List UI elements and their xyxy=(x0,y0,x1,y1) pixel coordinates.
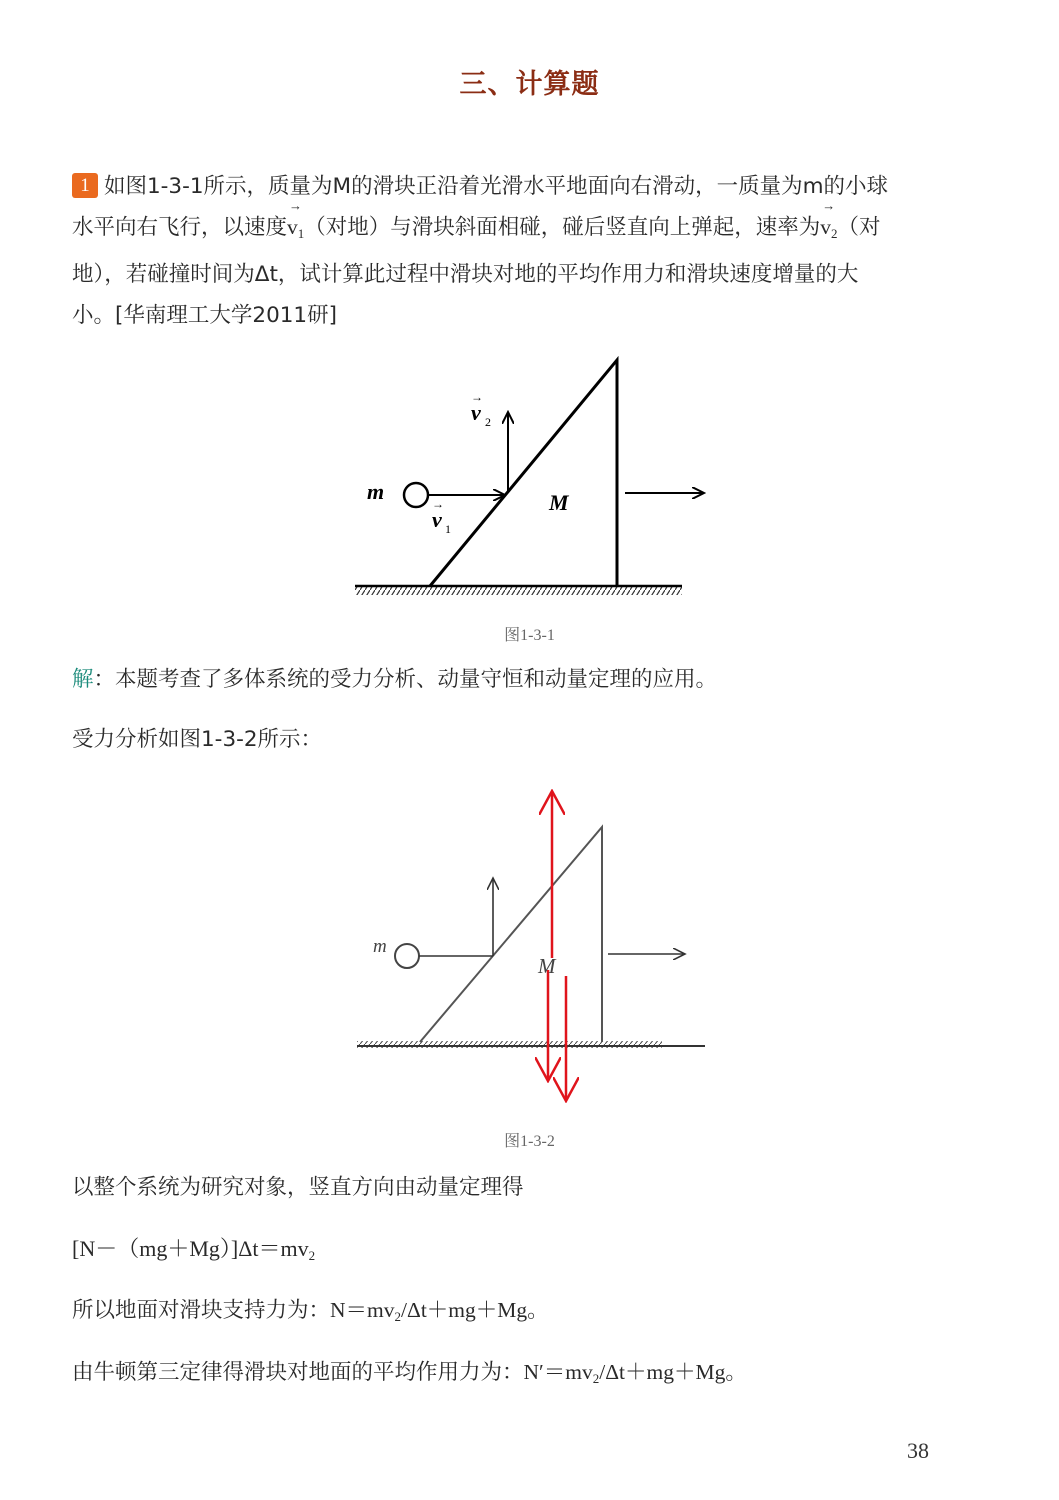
problem-line-1: 1 如图1-3-1所示，质量为M的滑块正沿着光滑水平地面向右滑动，一质量为m的小球 xyxy=(72,166,992,207)
problem-line-2: 水平向右飞行，以速度→ $v_1$（对地）与滑块斜面相碰，碰后竖直向上弹起，速率为→ $v_2$（对 xyxy=(72,207,992,254)
figure-2-caption: 图1-3-2 xyxy=(504,1133,555,1150)
figure-1-caption: 图1-3-1 xyxy=(504,627,555,644)
label-v2-arrow-mark: → xyxy=(471,390,483,404)
problem-line-4: 小。[华南理工大学2011研] xyxy=(72,303,337,328)
page-number: 38 xyxy=(907,1438,929,1463)
force-analysis-intro: 受力分析如图1-3-2所示： xyxy=(72,727,323,752)
ball-2 xyxy=(395,944,419,968)
label-v1-arrow-mark: → xyxy=(432,497,444,511)
problem-number-badge: 1 xyxy=(72,173,98,198)
label-v2-sub: 2 xyxy=(485,415,491,429)
ground-hatching xyxy=(355,586,682,595)
vector-v2: → $v_2$ xyxy=(820,207,837,254)
section-title: 三、计算题 xyxy=(459,69,600,100)
solution-paragraph: 解：本题考查了多体系统的受力分析、动量守恒和动量定理的应用。 xyxy=(72,667,718,692)
label-m-2: m xyxy=(373,936,387,957)
figure-1-3-2 xyxy=(345,780,715,1110)
label-M: M xyxy=(549,490,569,515)
figure-1-3-1 xyxy=(340,350,720,605)
label-M-2: M xyxy=(538,954,556,978)
vector-v1: → $v_1$ xyxy=(287,207,304,254)
problem-line-3: 地），若碰撞时间为Δt，试计算此过程中滑块对地的平均作用力和滑块速度增量的大 xyxy=(72,262,859,287)
step3-text: 由牛顿第三定律得滑块对地面的平均作用力为：$N'=mv_2/\Delta t+mg+Mg$。 xyxy=(72,1360,747,1386)
label-v1: v xyxy=(432,507,442,532)
step2-text: 所以地面对滑块支持力为：$N=mv_2/\Delta t+mg+Mg$。 xyxy=(72,1298,549,1324)
equation-momentum: $[N-(mg+Mg)]\Delta t=mv_2$ xyxy=(72,1236,316,1263)
solution-label: 解 xyxy=(72,667,94,692)
step1-text: 以整个系统为研究对象，竖直方向由动量定理得 xyxy=(72,1175,524,1200)
label-v2: v xyxy=(471,400,481,425)
label-v1-sub: 1 xyxy=(445,522,451,536)
slider-wedge-2 xyxy=(420,827,602,1042)
ball xyxy=(404,483,428,507)
slider-wedge xyxy=(430,360,617,586)
problem-statement xyxy=(72,166,992,336)
label-m: m xyxy=(367,479,385,504)
